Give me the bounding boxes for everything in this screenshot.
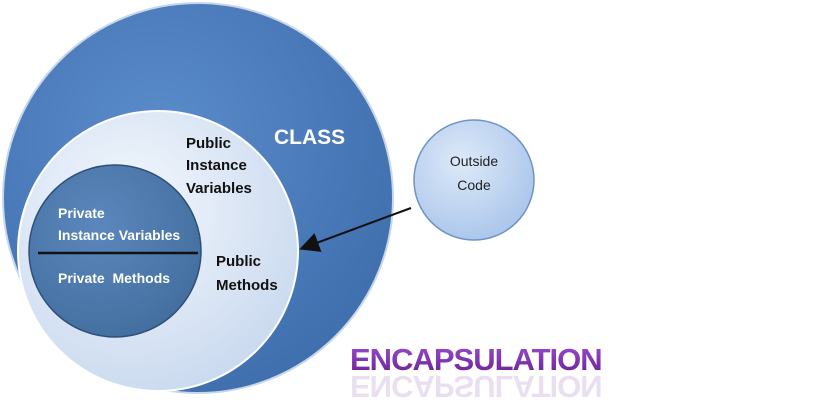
encapsulation-title: ENCAPSULATION	[350, 342, 602, 377]
private-methods-label: Private Methods	[58, 270, 171, 286]
class-label: CLASS	[274, 126, 346, 149]
private-members-circle	[29, 165, 201, 337]
public-vars-label-line3: Variables	[186, 180, 252, 197]
encapsulation-title-reflection: ENCAPSULATION	[350, 369, 602, 404]
public-methods-label-line2: Methods	[216, 277, 278, 294]
public-methods-label-line1: Public	[216, 253, 262, 270]
outside-code-label-line1: Outside	[449, 153, 499, 169]
public-vars-label-line1: Public	[186, 135, 232, 152]
outside-code-label-line2: Code	[457, 177, 491, 193]
private-vars-label-line1: Private	[58, 205, 105, 221]
private-vars-label-line2: Instance Variables	[58, 227, 181, 243]
public-vars-label-line2: Instance	[186, 157, 247, 174]
